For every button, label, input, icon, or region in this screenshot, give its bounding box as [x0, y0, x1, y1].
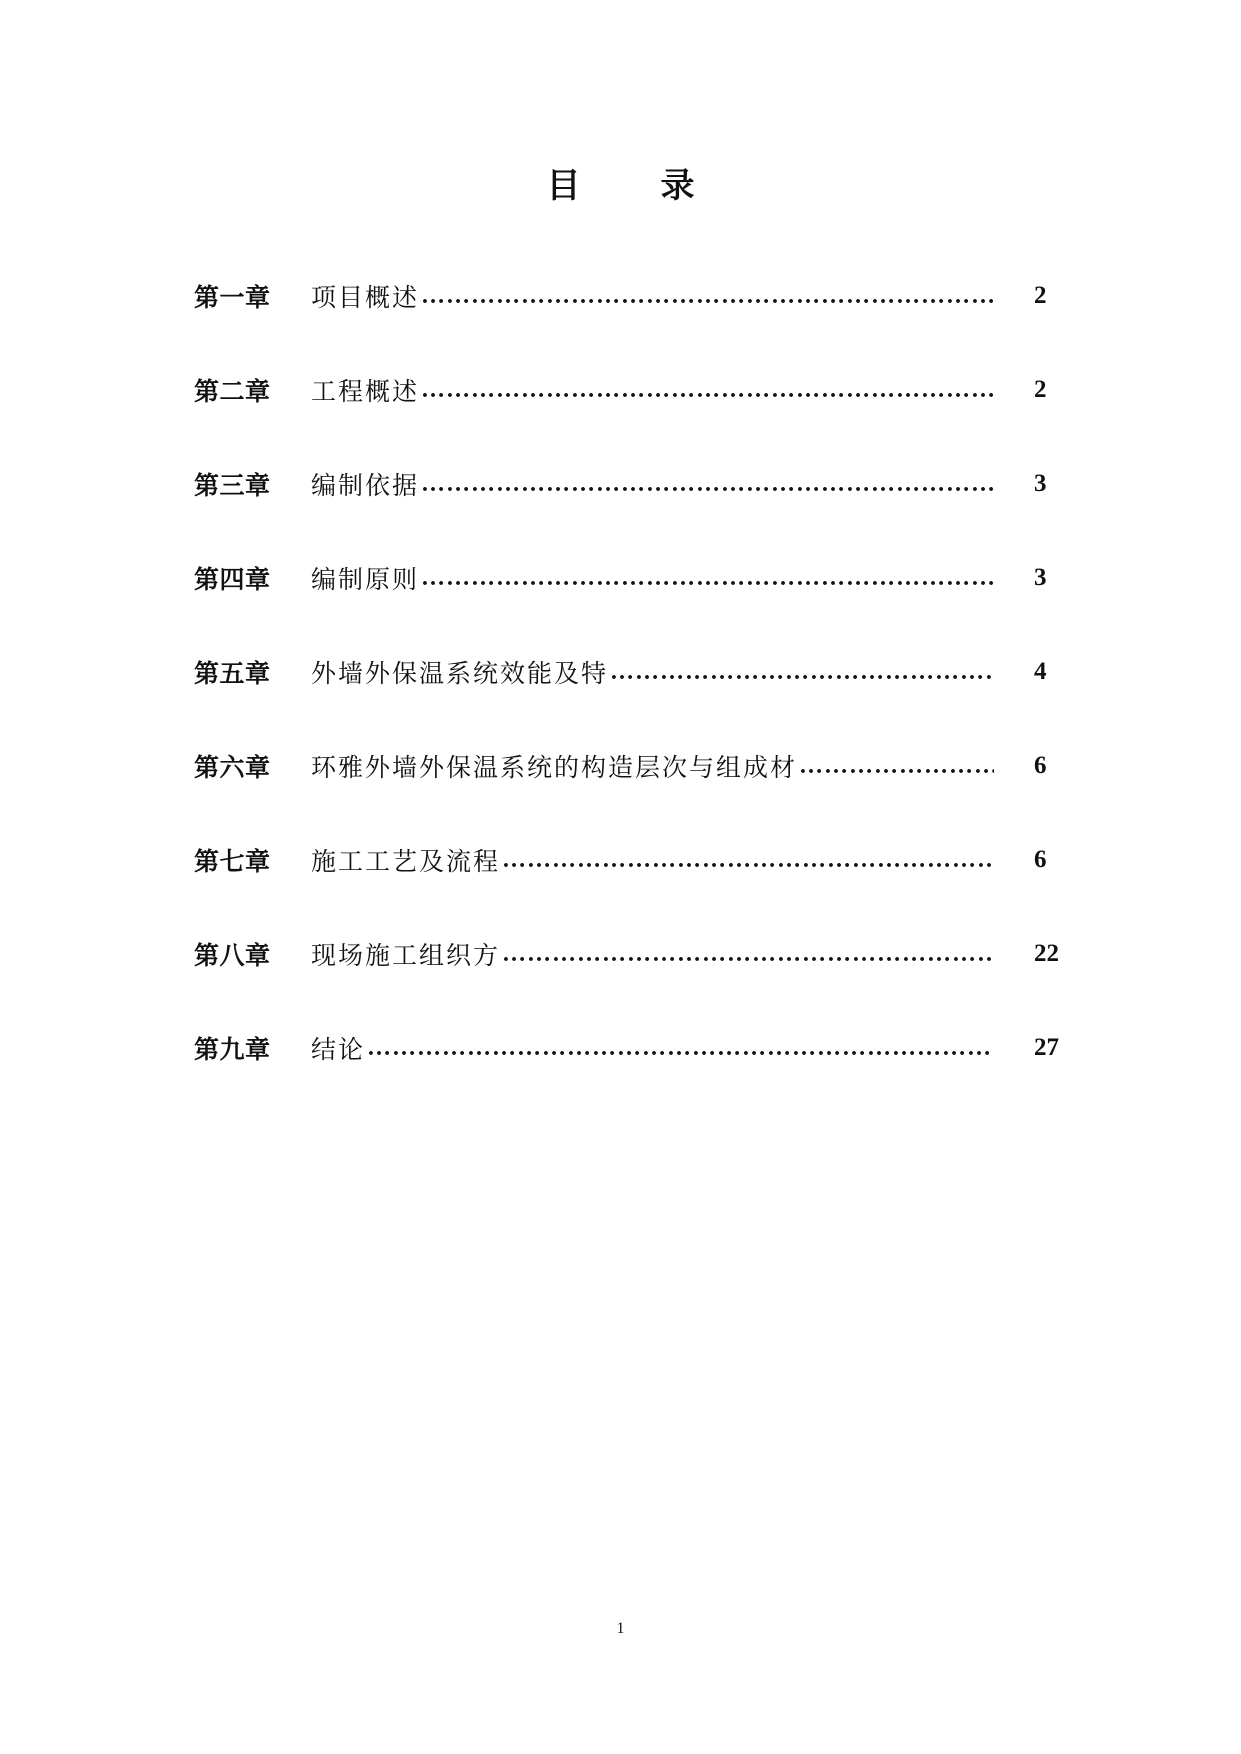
- toc-leader-dots: [799, 746, 994, 786]
- title-char-1: 目: [546, 166, 581, 206]
- toc-chapter-number: 第三章: [194, 471, 271, 500]
- toc-chapter-number: 第五章: [194, 659, 271, 688]
- toc-leader-dots: [502, 934, 994, 974]
- toc-chapter-number: 第九章: [194, 1035, 271, 1064]
- toc-page-number: 6: [1034, 846, 1047, 873]
- toc-page-number: 4: [1034, 658, 1047, 685]
- toc-entry[interactable]: [194, 1028, 1074, 1068]
- toc-page-number: 3: [1034, 470, 1047, 497]
- toc-leader-dots: [421, 370, 994, 410]
- toc-page-number: 6: [1034, 752, 1047, 779]
- footer-page-number: 1: [616, 1620, 625, 1637]
- toc-chapter-number: 第八章: [194, 941, 271, 970]
- toc-chapter-title: 项目概述: [311, 283, 420, 312]
- toc-chapter-title: 施工工艺及流程: [311, 847, 501, 876]
- toc-chapter-number: 第四章: [194, 565, 271, 594]
- toc-page-number: 2: [1034, 282, 1047, 309]
- toc-entry[interactable]: [194, 370, 1074, 410]
- toc-chapter-title: 环雅外墙外保温系统的构造层次与组成材: [311, 753, 798, 782]
- title-char-2: 录: [660, 166, 695, 206]
- toc-entry[interactable]: [194, 746, 1074, 786]
- toc-entry[interactable]: [194, 464, 1074, 504]
- toc-leader-dots: [610, 652, 994, 692]
- toc-entry[interactable]: [194, 276, 1074, 316]
- toc-leader-dots: [367, 1028, 994, 1068]
- toc-entry[interactable]: [194, 652, 1074, 692]
- toc-chapter-title: 工程概述: [311, 377, 420, 406]
- toc-chapter-title: 外墙外保温系统效能及特: [311, 659, 609, 688]
- toc-chapter-title: 结论: [311, 1035, 366, 1064]
- toc-chapter-title: 编制原则: [311, 565, 420, 594]
- toc-leader-dots: [502, 840, 994, 880]
- toc-chapter-number: 第七章: [194, 847, 271, 876]
- toc-chapter-title: 现场施工组织方: [311, 941, 501, 970]
- toc-page-number: 2: [1034, 376, 1047, 403]
- toc-page-number: 27: [1034, 1034, 1059, 1061]
- toc-leader-dots: [421, 464, 994, 504]
- toc-entry[interactable]: [194, 934, 1074, 974]
- toc-entry[interactable]: [194, 558, 1074, 598]
- toc-page-number: 3: [1034, 564, 1047, 591]
- toc-leader-dots: [421, 558, 994, 598]
- toc-leader-dots: [421, 276, 994, 316]
- toc-chapter-number: 第二章: [194, 377, 271, 406]
- toc-chapter-number: 第六章: [194, 753, 271, 782]
- toc-entry[interactable]: [194, 840, 1074, 880]
- page-title: [0, 158, 1241, 207]
- toc-chapter-title: 编制依据: [311, 471, 420, 500]
- toc-chapter-number: 第一章: [194, 283, 271, 312]
- toc-page-number: 22: [1034, 940, 1059, 967]
